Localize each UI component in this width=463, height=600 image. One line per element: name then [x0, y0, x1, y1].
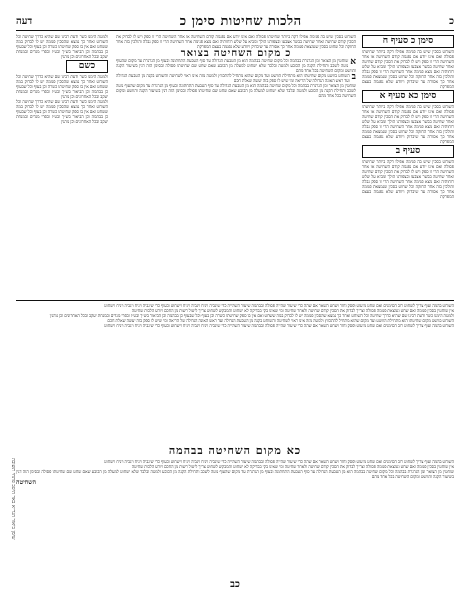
left-column-head: כשם [66, 60, 108, 73]
lower-text-3: שוחטין מן הצואר ומן הגרגרת בבהמה וכל מקום שחיטה בבהמה הוא מן הטבעת הגדולה עד סוף הטבעת התחתונה ובעוף מן הגרגרת עד מקום שהעוף נוטה לשכב ותחילת הקנה מן הכובע ולמטה ובלבד שלא ישחוט למעלה מן הכובע שאם שחט שם שחיטתו פסולה ובסימן הזה דנין בשיעור הקנה והוושט ומקום השחיטה בכל אחד מהם [16, 469, 454, 479]
commentary-text-1: השוחט בהמה ועוף צריך לשחוט רוב הסימנים ואם שחט מיעוט ופסק וחזר ושחט השאר אם שהה כדי שיעור שהייה פסולה ובבהמה שיעור השהייה כדי שיגביה ויניח ויגביה ויניח וישחוט ובעוף כדי שיגביה ויניח ויגביה ויניח וישחוט [104, 303, 454, 308]
paragraph-a: שוחטין מן הצואר ומן הגרגרת בבהמה וכל מקום שחיטה בבהמה הוא מן הטבעת הגדולה עד סוף הטבעת התחתונה ובעוף מן הגרגרת עד מקום שהעוף נוטה לשכב ותחילת הקנה מן הכובע ולמטה ובלבד שלא ישחוט למעלה מן הכובע שאם שחט שם שחיטתו פסולה ובסימן הזה דנין בשיעור הקנה והוושט ומקום השחיטה בכל אחד מהם [116, 58, 356, 73]
section-title: כ מקום השחיטה בצואר [180, 48, 292, 59]
paragraph-letter-a: א [350, 57, 356, 67]
running-head-title: הלכות שחיטות סימן כ [179, 14, 302, 29]
left-column [16, 34, 108, 292]
lower-section-title: כא מקום השחיטה בבהמה [168, 444, 302, 457]
right-column [362, 34, 454, 274]
paragraph-a-repeat: שוחטין מן הצואר ומן הגרגרת בבהמה וכל מקום שחיטה בבהמה הוא מן הטבעת הגדולה עד סוף הטבעת התחתונה ובעוף מן הגרגרת עד מקום שהעוף נוטה לשכב ותחילת הקנה מן הכובע ולמטה ובלבד שלא ישחוט למעלה מן הכובע שאם שחט שם שחיטתו פסולה ובסימן הזה דנין בשיעור הקנה והוושט ומקום השחיטה בכל אחד מהם [116, 83, 356, 98]
left-column-text-3: ולמטה הימנו כשר ודעת רבינו שם שהיא כדרך שחיטה וכל השוחט ואחר כך נמצא שהסכין פגומה יש לו לבדוק במה ששחט ואם אין בו ספק שחיטתו כשרה וכן בעוף וכל שבעוף כן בבהמה וכן הביאור בש״ך ובט״ז ובפרי מגדים ובמנחת יעקב ובכל האחרונים וכן נוהגין [16, 99, 108, 124]
lower-section [16, 442, 454, 582]
right-column-text-3: השוחט בסכין שיש בה פגימה אפילו דקה ביותר שחיטתו פסולה ואם אינו יודע אם נפגמה קודם השחיטה או אחר השחיטה הרי זו ספק ויש לו לבדוק את הסכין קודם שחיטה ואחר שחיטה בבשר אצבעו ובצפורנו הולך ומביא על שלש רוחותיה ואם מצא פגימה אחר השחיטה הרי זו ספק נבלה והולכין בזה אחר החזקה וכל שחוט בסכין שנמצאת פגומה אחר כך אסורה עד שיבדוק ויוודע שלא נפגמה בעצם המפרקת [362, 159, 454, 199]
commentary-text-5: השוחט בהמה ועוף צריך לשחוט רוב הסימנים ואם שחט מיעוט ופסק וחזר ושחט השאר אם שהה כדי שיעור שהייה פסולה ובבהמה שיעור השהייה כדי שיגביה ויניח ויגביה ויניח וישחוט ובעוף כדי שיגביה ויניח ויגביה ויניח וישחוט [104, 323, 454, 328]
margin-notes: שימן ביאור הגר״א באר היטב פתחי תשובה [10, 458, 16, 540]
paragraph-letter-b: ב [351, 72, 356, 82]
commentary-text-2: אין שוחטין בסכין פגומה ואם שחט ונמצאת פגומה פסולה וצריך לבדוק את הסכין קודם שחיטה ולאחר שחיטה ומי שאינו בקי בבדיקה לא ישחוט והמבקש לשחוט צריך ליטול רשות מן החכם ויודע הלכות שחיטה [131, 308, 454, 313]
running-head-right: כ [449, 15, 454, 27]
section-head-1: סימן כ סעיף ח [362, 35, 454, 48]
right-column-text-2: השוחט בסכין שיש בה פגימה אפילו דקה ביותר שחיטתו פסולה ואם אינו יודע אם נפגמה קודם השחיטה או אחר השחיטה הרי זו ספק ויש לו לבדוק את הסכין קודם שחיטה ואחר שחיטה בבשר אצבעו ובצפורנו הולך ומביא על שלש רוחותיה ואם מצא פגימה אחר השחיטה הרי זו ספק נבלה והולכין בזה אחר החזקה וכל שחוט בסכין שנמצאת פגומה אחר כך אסורה עד שיבדוק ויוודע שלא נפגמה בעצם המפרקת [362, 104, 454, 144]
section-head-2: סימן כא סעיף א [362, 90, 454, 103]
commentary-block [16, 298, 454, 438]
commentary-text-3: ולמטה הימנו כשר ודעת רבינו שם שהיא כדרך שחיטה וכל השוחט ואחר כך נמצא שהסכין פגומה יש לו לבדוק במה ששחט ואם אין בו ספק שחיטתו כשרה וכן בעוף וכל שבעוף כן בבהמה וכן הביאור בש״ך ובט״ז ובפרי מגדים ובמנחת יעקב ובכל האחרונים וכן נוהגין [49, 313, 454, 318]
right-column-text: השוחט בסכין שיש בה פגימה אפילו דקה ביותר שחיטתו פסולה ואם אינו יודע אם נפגמה קודם השחיטה או אחר השחיטה הרי זו ספק ויש לו לבדוק את הסכין קודם שחיטה ואחר שחיטה בבשר אצבעו ובצפורנו הולך ומביא על שלש רוחותיה ואם מצא פגימה אחר השחיטה הרי זו ספק נבלה והולכין בזה אחר החזקה וכל שחוט בסכין שנמצאת פגומה אחר כך אסורה עד שיבדוק ויוודע שלא נפגמה בעצם המפרקת [362, 49, 454, 89]
left-column-text: ולמטה הימנו כשר ודעת רבינו שם שהיא כדרך שחיטה וכל השוחט ואחר כך נמצא שהסכין פגומה יש לו לבדוק במה ששחט ואם אין בו ספק שחיטתו כשרה וכן בעוף וכל שבעוף כן בבהמה וכן הביאור בש״ך ובט״ז ובפרי מגדים ובמנחת יעקב ובכל האחרונים וכן נוהגין [16, 34, 108, 59]
page-footer: כב [230, 579, 240, 590]
lower-text-1: השוחט בהמה ועוף צריך לשחוט רוב הסימנים ואם שחט מיעוט ופסק וחזר ושחט השאר אם שהה כדי שיעור שהייה פסולה ובבהמה שיעור השהייה כדי שיגביה ויניח ויגביה ויניח וישחוט ובעוף כדי שיגביה ויניח ויגביה ויניח וישחוט [104, 459, 454, 464]
paragraph-b: השוחט בוושט מקום שחיטתו הוא מתחילת הוושט ועד מקום שהוא מתחיל להתכווץ ולמטה מזה אינו ראוי לשחיטה והשוחט בקנה מן הטבעת הגדולה ועד ראש האונה הגדולה של הריאה ומי שיש לו ספק בזה יעשה שאלת חכם [116, 73, 350, 83]
lower-text-2: אין שוחטין בסכין פגומה ואם שחט ונמצאת פגומה פסולה וצריך לבדוק את הסכין קודם שחיטה ולאחר שחיטה ומי שאינו בקי בבדיקה לא ישחוט והמבקש לשחוט צריך ליטול רשות מן החכם ויודע הלכות שחיטה [131, 464, 454, 469]
top-rule [16, 30, 454, 31]
left-column-text-2: ולמטה הימנו כשר ודעת רבינו שם שהיא כדרך שחיטה וכל השוחט ואחר כך נמצא שהסכין פגומה יש לו לבדוק במה ששחט ואם אין בו ספק שחיטתו כשרה וכן בעוף וכל שבעוף כן בבהמה וכן הביאור בש״ך ובט״ז ובפרי מגדים ובמנחת יעקב ובכל האחרונים וכן נוהגין [16, 74, 108, 99]
section-head-3: סעיף ב [362, 145, 454, 158]
main-column [116, 34, 356, 292]
page [16, 6, 454, 594]
closing-word: השחיטה [16, 479, 36, 486]
running-head [16, 14, 454, 28]
divider [16, 300, 454, 301]
commentary-text-4: השוחט בוושט מקום שחיטתו הוא מתחילת הוושט ועד מקום שהוא מתחיל להתכווץ ולמטה מזה אינו ראוי לשחיטה והשוחט בקנה מן הטבעת הגדולה ועד ראש האונה הגדולה של הריאה ומי שיש לו ספק בזה יעשה שאלת חכם [107, 318, 454, 323]
running-head-left: דעה [16, 15, 33, 27]
main-intro-text: השוחט בסכין שיש בה פגימה אפילו דקה ביותר שחיטתו פסולה ואם אינו יודע אם נפגמה קודם השחיטה או אחר השחיטה הרי זו ספק ויש לו לבדוק את הסכין קודם שחיטה ואחר שחיטה בבשר אצבעו ובצפורנו הולך ומביא על שלש רוחותיה ואם מצא פגימה אחר השחיטה הרי זו ספק נבלה והולכין בזה אחר החזקה וכל שחוט בסכין שנמצאת פגומה אחר כך אסורה עד שיבדוק ויוודע שלא נפגמה בעצם המפרקת [116, 34, 356, 49]
